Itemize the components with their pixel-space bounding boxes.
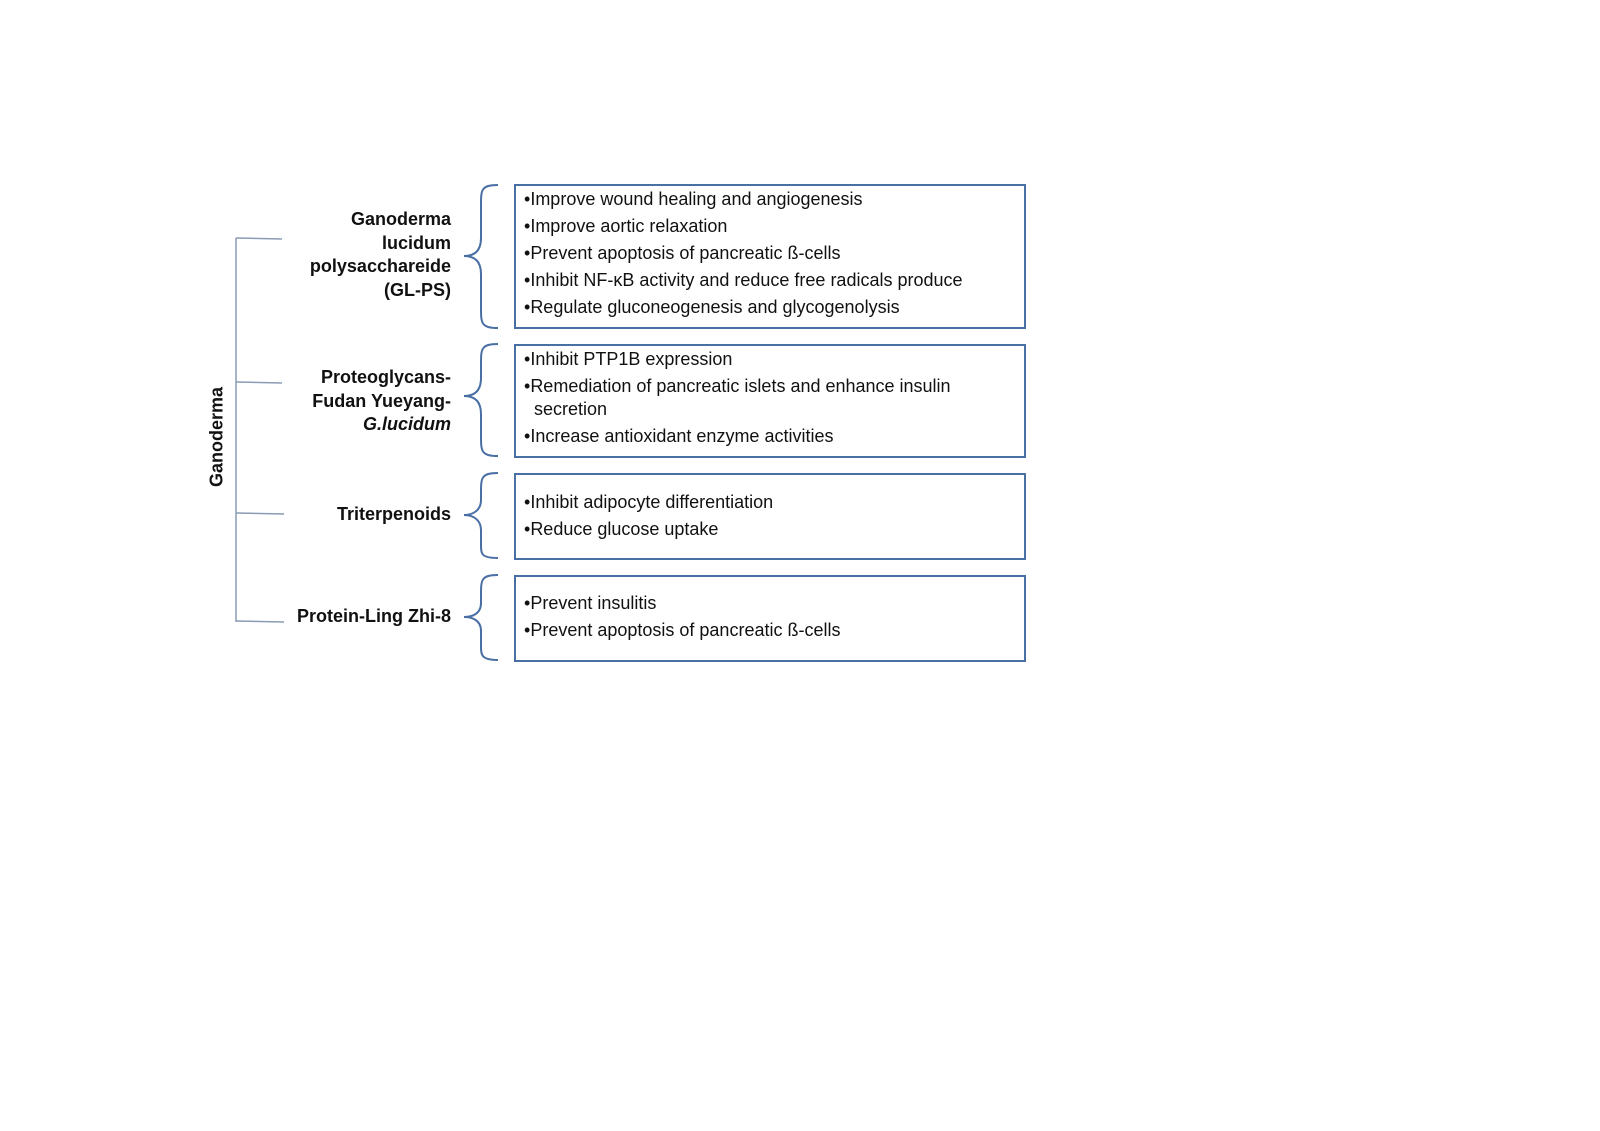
group-label-line: lucidum [381, 232, 451, 253]
curly-brace-4 [464, 575, 498, 660]
group-label-line: Fudan Yueyang- [312, 390, 451, 411]
effect-item: • Remediation of pancreatic islets and enhance insulin secretion [524, 375, 1014, 421]
effects-box-protein-ling-zhi-8 [514, 575, 1026, 662]
effect-item: • Reduce glucose uptake [524, 518, 1014, 541]
group-label-triterpenoids [251, 503, 451, 527]
group-label-line: Ganoderma [350, 209, 451, 229]
group-label-line: Protein-Ling Zhi-8 [297, 606, 451, 626]
effects-box-proteoglycans [514, 344, 1026, 458]
group-label-line: (GL-PS) [384, 279, 451, 300]
curly-brace-3 [464, 473, 498, 558]
effect-item: • Increase antioxidant enzyme activities [524, 425, 1014, 448]
curly-brace-2 [464, 344, 498, 456]
group-label-proteoglycans [251, 366, 451, 437]
group-label-line: polysacchareide [309, 256, 451, 276]
effects-box-triterpenoids [514, 473, 1026, 560]
curly-brace-1 [464, 185, 498, 328]
group-label-protein-ling-zhi-8 [251, 605, 451, 629]
effect-item: • Inhibit NF-κB activity and reduce free radicals produce [524, 269, 1014, 292]
effect-item: • Improve wound healing and angiogenesis [524, 188, 1014, 211]
root-label: Ganoderma [206, 386, 227, 488]
group-label-line: G.lucidum [362, 414, 451, 434]
effect-item: • Inhibit PTP1B expression [524, 348, 1014, 371]
group-label-line: Proteoglycans- [320, 367, 451, 387]
effect-item: • Prevent insulitis [524, 592, 1014, 615]
effect-item: • Regulate gluconeogenesis and glycogenolysis [524, 296, 1014, 319]
group-label-gl-ps [251, 208, 451, 302]
effects-box-gl-ps [514, 184, 1026, 329]
effect-item: • Prevent apoptosis of pancreatic ß-cells [524, 619, 1014, 642]
effect-item: • Improve aortic relaxation [524, 215, 1014, 238]
group-label-line: Triterpenoids [336, 504, 451, 524]
effect-item: • Prevent apoptosis of pancreatic ß-cells [524, 242, 1014, 265]
effect-item: • Inhibit adipocyte differentiation [524, 491, 1014, 514]
